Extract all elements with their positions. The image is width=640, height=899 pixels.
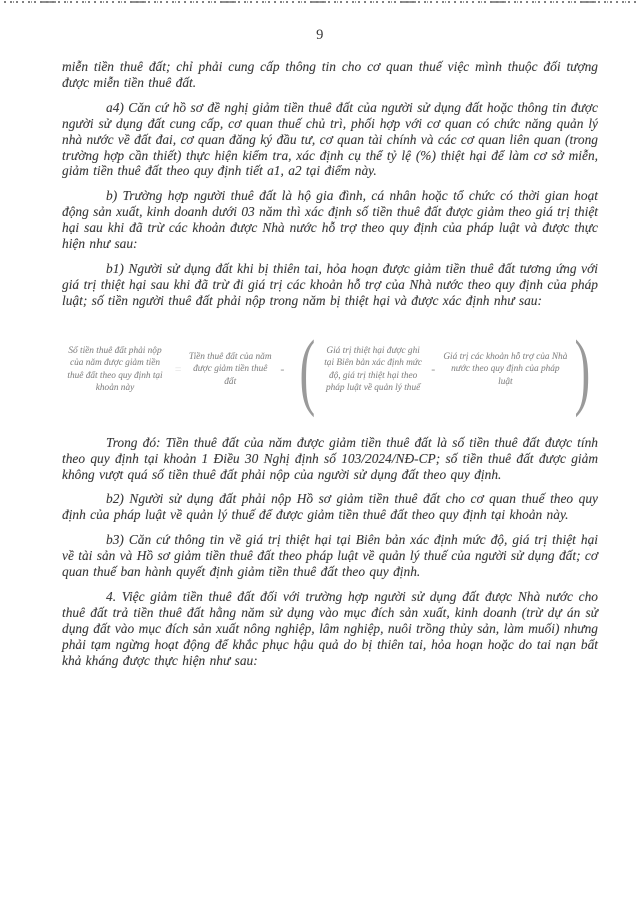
formula-damage-term: Giá trị thiệt hại được ghi tại Biên bản xác định mức độ, giá trị thiệt hại theo pháp luật về quản lý thuế [324, 345, 422, 394]
rent-reduction-formula: Số tiền thuê đất phải nộp của năm được giảm tiền thuê đất theo quy định tại khoản này = Tiền thuê đất của năm được giảm tiền thuê đất - ( Giá trị thiệt hại được ghi tại Biên bản xác định mức độ, giá trị thiệt hại theo pháp luật về quản lý thuế - Giá trị các khoản hỗ trợ của Nhà nước theo quy định của pháp luật ) [62, 318, 598, 422]
paragraph-4: 4. Việc giảm tiền thuê đất đối với trường hợp người sử dụng đất được Nhà nước cho thuê đất trả tiền thuê đất hằng năm sử dụng vào mục đích sản xuất, kinh doanh (trừ dự án sử dụng đất vào mục đích sản xuất nông nghiệp, lâm nghiệp, nuôi trồng thủy sản, làm muối) nhưng phải tạm ngừng hoạt động để khắc phục hậu quả do bị thiên tai, hỏa hoạn hoặc do tai nạn bất khả kháng được thực hiện như sau: [62, 588, 598, 668]
paragraph-b3: b3) Căn cứ thông tin về giá trị thiệt hại tại Biên bản xác định mức độ, giá trị thiệt hại về tài sản và Hồ sơ giảm tiền thuê đất theo pháp luật về quản lý thuế của người sử dụng đất; cơ quan thuế ban hành quyết định giảm tiền thuê đất theo quy định. [62, 532, 598, 580]
scan-artifact-strip [4, 1, 636, 3]
paragraph-b1: b1) Người sử dụng đất khi bị thiên tai, hỏa hoạn được giảm tiền thuê đất tương ứng với giá trị thiệt hại sau khi đã trừ đi giá trị các khoản hỗ trợ của Nhà nước theo quy định của pháp luật; số tiền người thuê đất phải nộp trong năm bị thiệt hại và được xác định như sau: [62, 260, 598, 308]
equals-operator: = [174, 362, 182, 377]
formula-result-term: Số tiền thuê đất phải nộp của năm được giảm tiền thuê đất theo quy định tại khoản này [67, 345, 163, 394]
minus-operator-2: - [431, 362, 436, 377]
paragraph-continuation: miễn tiền thuê đất; chỉ phải cung cấp thông tin cho cơ quan thuế việc mình thuộc đối tượng được miễn tiền thuê đất. [62, 59, 598, 90]
minus-operator-1: - [280, 362, 285, 377]
paragraph-trong-do: Trong đó: Tiền thuê đất của năm được giảm tiền thuê đất là số tiền thuê đất được tính theo quy định tại khoản 1 Điều 30 Nghị định số 103/2024/NĐ-CP; số tiền thuê đất được giảm không vượt quá số tiền thuê đất phải nộp của người sử dụng đất theo quy định. [62, 434, 598, 482]
paragraph-a4: a4) Căn cứ hồ sơ đề nghị giảm tiền thuê đất của người sử dụng đất hoặc thông tin được người sử dụng đất cung cấp, cơ quan thuế chủ trì, phối hợp với cơ quan có chức năng quản lý nhà nước về đất đai, cơ quan đăng ký đầu tư, cơ quan tài chính và các cơ quan liên quan (trong trường hợp cần thiết) thực hiện kiểm tra, xác định cụ thể tỷ lệ (%) thiệt hại để làm cơ sở miễn, giảm tiền thuê đất theo quy định tiết a1, a2 tại điểm này. [62, 99, 598, 179]
paragraph-b: b) Trường hợp người thuê đất là hộ gia đình, cá nhân hoặc tổ chức có thời gian hoạt động sản xuất, kinh doanh dưới 03 năm thì xác định số tiền thuê đất được giảm theo giá trị thiệt hại sau khi đã trừ các khoản được Nhà nước hỗ trợ theo quy định của pháp luật và được thực hiện như sau: [62, 188, 598, 252]
page-content [0, 59, 640, 668]
page-number: 9 [316, 27, 324, 43]
formula-support-term: Giá trị các khoản hỗ trợ của Nhà nước theo quy định của pháp luật [443, 351, 568, 387]
paragraph-b2: b2) Người sử dụng đất phải nộp Hồ sơ giảm tiền thuê đất cho cơ quan thuế theo quy định của pháp luật về quản lý thuế để được giảm tiền thuê đất theo quy định tại khoản này. [62, 491, 598, 523]
formula-rent-term: Tiền thuê đất của năm được giảm tiền thuê đất [188, 351, 272, 387]
